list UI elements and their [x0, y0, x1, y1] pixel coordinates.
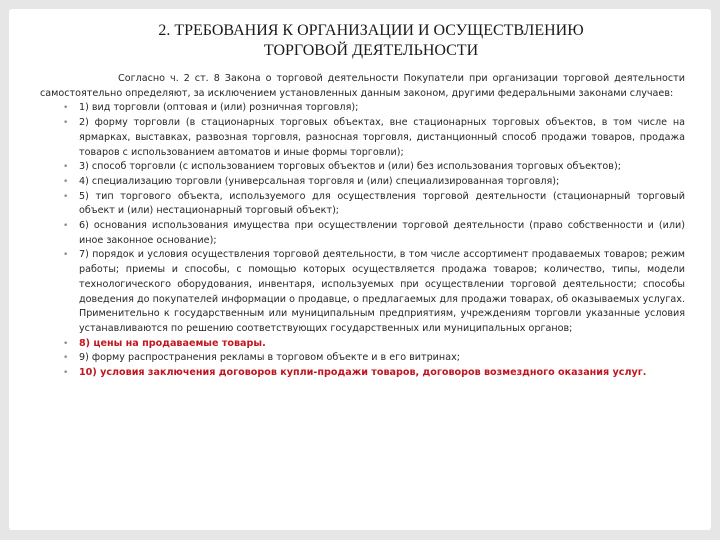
title-line-2: ТОРГОВОЙ ДЕЯТЕЛЬНОСТИ — [263, 42, 479, 59]
intro-paragraph: Согласно ч. 2 ст. 8 Закона о торговой деятельности Покупатели при организации торговой деятельности самостоятельно определяют, за исключением установленных данным законом, другими федеральными законами случаев: — [40, 73, 685, 99]
requirements-list — [40, 101, 685, 380]
list-item — [40, 160, 685, 175]
list-item-text: 7) порядок и условия осуществления торговой деятельности, в том числе ассортимент продаваемых товаров; режим работы; приемы и способы, с помощью которых осуществляется продажа товаров; количество, типы, модели технологического оборудования, инвентаря, используемых при осуществлении торговой деятельности; способы доведения до покупателей информации о продавце, о предлагаемых для продажи товарах, об оказываемых услугах. Применительно к государственным или муниципальным предприятиям, учреждениям торговли указанные условия устанавливаются по решению соответствующих государственных или муниципальных органов; — [79, 249, 685, 334]
bullet-icon: • — [63, 250, 69, 261]
list-item — [40, 219, 685, 248]
list-item-highlighted — [40, 366, 685, 381]
bullet-icon: • — [63, 221, 69, 232]
bullet-icon: • — [63, 176, 69, 187]
list-item-text: 5) тип торгового объекта, используемого для осуществления торговой деятельности (стационарный торговый объект и (или) нестационарный торговый объект); — [79, 190, 685, 217]
list-item — [40, 351, 685, 366]
list-item-text: 1) вид торговли (оптовая и (или) розничная торговля); — [79, 102, 359, 114]
bullet-icon: • — [63, 368, 69, 379]
slide-title — [69, 21, 673, 61]
list-item-text: 3) способ торговли (с использованием торговых объектов и (или) без использования торговых объектов); — [79, 161, 621, 173]
list-item-text: 10) условия заключения договоров купли-продажи товаров, договоров возмездного оказания услуг. — [79, 367, 647, 379]
list-item-text: 4) специализацию торговли (универсальная торговля и (или) специализированная торговля); — [79, 175, 560, 187]
list-item-text: 8) цены на продаваемые товары. — [79, 337, 266, 349]
list-item — [40, 116, 685, 160]
bullet-icon: • — [63, 338, 69, 349]
list-item-text: 2) форму торговли (в стационарных торговых объектах, вне стационарных торговых объектов, в том числе на ярмарках, выставках, развозная торговля, разносная торговля, дистанционный способ продажи товаров, продажа товаров с использованием автоматов и иные формы торговли); — [79, 117, 685, 158]
slide — [9, 9, 711, 530]
bullet-icon: • — [63, 103, 69, 114]
list-item-text: 9) форму распространения рекламы в торговом объекте и в его витринах; — [79, 352, 460, 364]
slide-body — [40, 72, 685, 381]
list-item — [40, 248, 685, 336]
list-item — [40, 190, 685, 219]
list-item — [40, 175, 685, 190]
bullet-icon: • — [63, 118, 69, 129]
list-item — [40, 101, 685, 116]
bullet-icon: • — [63, 162, 69, 173]
title-line-1: 2. ТРЕБОВАНИЯ К ОРГАНИЗАЦИИ И ОСУЩЕСТВЛЕНИЮ — [158, 22, 584, 39]
bullet-icon: • — [63, 191, 69, 202]
list-item-text: 6) основания использования имущества при осуществлении торговой деятельности (право собственности и (или) иное законное основание); — [79, 220, 685, 246]
bullet-icon: • — [63, 353, 69, 364]
list-item-highlighted — [40, 337, 685, 352]
